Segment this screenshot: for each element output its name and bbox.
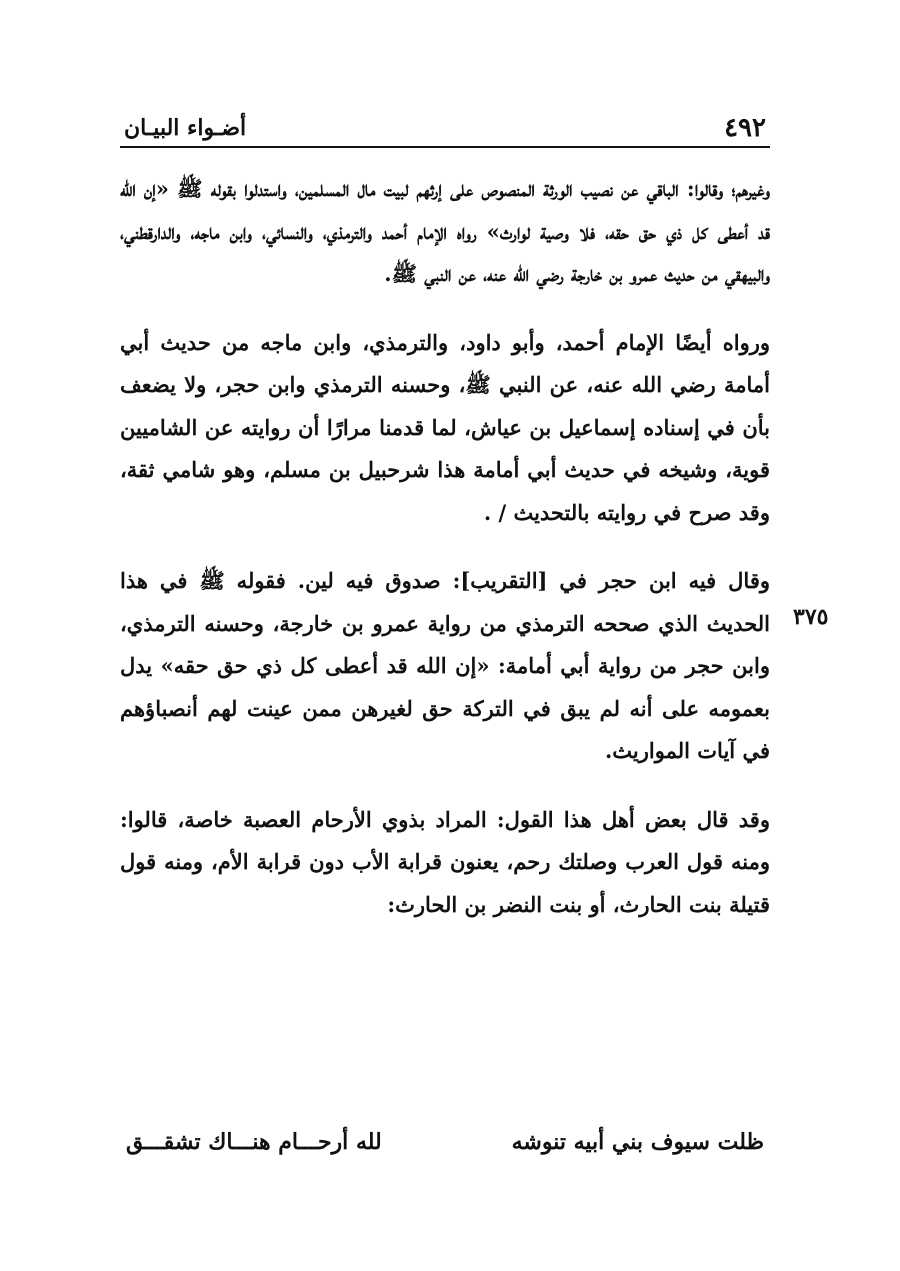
paragraph-1: وغيرهم؛ وقالوا: الباقي عن نصيب الورثة المنصوص على إرثهم لبيت مال المسلمين، واستدلوا بقوله ﷺ «إن الله قد أعطى كل ذي حق حقه، فلا وصية لوارث» رواه الإمام أحمد والترمذي، والنسائي، وابن ماجه، والدارقطني، والبيهقي من حديث عمرو بن خارجة رضي الله عنه، عن النبي ﷺ. — [120, 176, 770, 286]
header-divider — [120, 146, 770, 148]
page-number: ٤٩٢ — [724, 113, 766, 143]
book-title: أضـواء البيـان — [124, 115, 247, 141]
paragraph-3: وقال فيه ابن حجر في [التقريب]: صدوق فيه لين. فقوله ﷺ في هذا الحديث الذي صححه الترمذي من رواية عمرو بن خارجة، وحسنه الترمذي، وابن حجر من رواية أبي أمامة: «إن الله قد أعطى كل ذي حق حقه» يدل بعمومه على أنه لم يبق في التركة حق لغيرهن ممن عينت لهم أنصباؤهم في آيات المواريث. — [120, 568, 770, 763]
body-text — [120, 168, 770, 926]
verse-second-hemistich: لله أرحـــام هنـــاك تشقـــق — [126, 1129, 382, 1155]
verse-first-hemistich: ظلت سيوف بني أبيه تنوشه — [511, 1129, 764, 1155]
margin-page-reference: ٣٧٥ — [793, 604, 829, 630]
paragraph-4: وقد قال بعض أهل هذا القول: المراد بذوي الأرحام العصبة خاصة، قالوا: ومنه قول العرب وصلتك رحم، يعنون قرابة الأب دون قرابة الأم، ومنه قول قتيلة بنت الحارث، أو بنت النضر بن الحارث: — [120, 806, 770, 917]
paragraph-2: ورواه أيضًا الإمام أحمد، وأبو داود، والترمذي، وابن ماجه من حديث أبي أمامة رضي الله عنه، عن النبي ﷺ، وحسنه الترمذي وابن حجر، ولا يضعف بأن في إسناده إسماعيل بن عياش، لما قدمنا مرارًا أن روايته عن الشاميين قوية، وشيخه في حديث أبي أمامة هذا شرحبيل بن مسلم، وهو شامي ثقة، وقد صرح في روايته بالتحديث / . — [120, 329, 770, 525]
page-header — [120, 108, 770, 148]
poetry-verse — [120, 1120, 770, 1164]
